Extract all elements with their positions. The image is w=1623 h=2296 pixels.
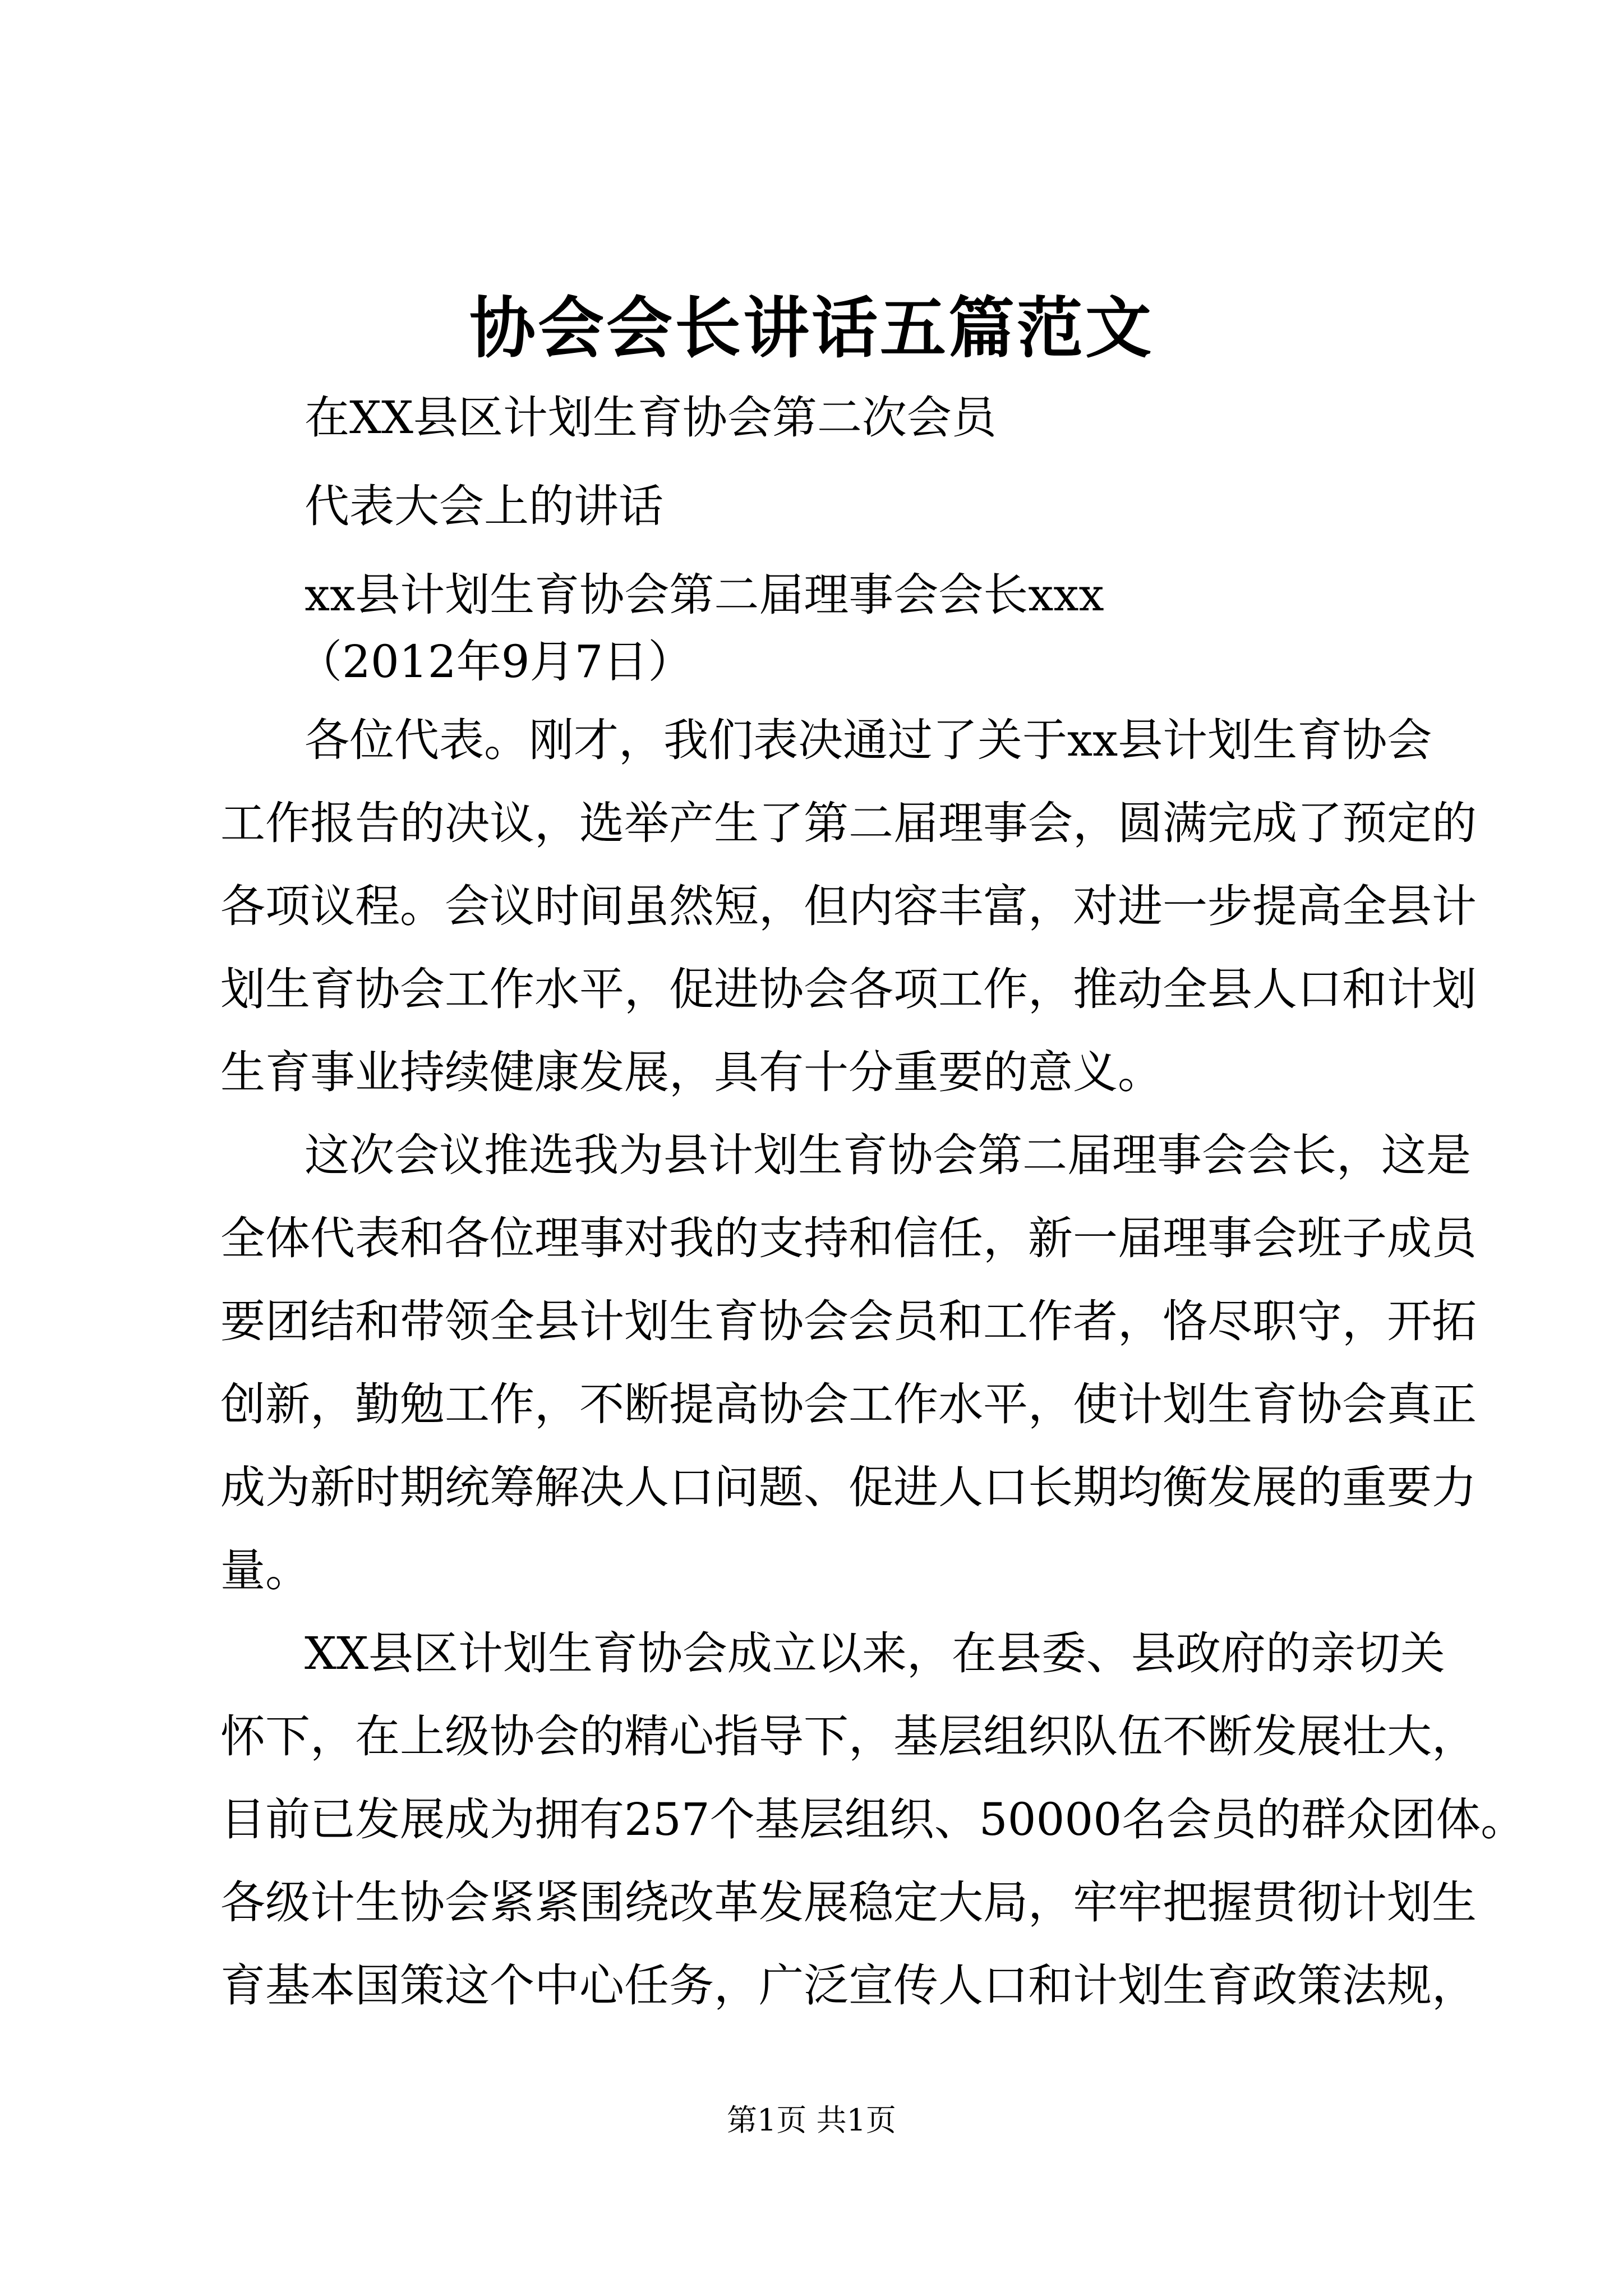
paragraph-line: 这次会议推选我为县计划生育协会第二届理事会会长，这是 (305, 1129, 1471, 1181)
paragraph-line: 全体代表和各位理事对我的支持和信任，新一届理事会班子成员 (220, 1212, 1477, 1264)
page-footer: 第1页 共1页 (727, 2102, 896, 2138)
paragraph-line: 工作报告的决议，选举产生了第二届理事会，圆满完成了预定的 (220, 797, 1477, 849)
paragraph-line: 生育事业持续健康发展，具有十分重要的意义。 (220, 1046, 1163, 1098)
paragraph-line: 怀下，在上级协会的精心指导下，基层组织队伍不断发展壮大， (220, 1710, 1477, 1763)
paragraph-line: 要团结和带领全县计划生育协会会员和工作者，恪尽职守，开拓 (220, 1295, 1477, 1347)
paragraph-line: 成为新时期统筹解决人口问题、促进人口长期均衡发展的重要力 (220, 1461, 1477, 1513)
paragraph-line: 创新，勤勉工作，不断提高协会工作水平，使计划生育协会真正 (220, 1378, 1477, 1430)
paragraph-line: 各位代表。刚才，我们表决通过了关于xx县计划生育协会 (305, 714, 1432, 766)
date-line: （2012年9月7日） (297, 636, 693, 688)
paragraph-line: 量。 (220, 1544, 310, 1596)
paragraph-line: XX县区计划生育协会成立以来，在县委、县政府的亲切关 (305, 1627, 1445, 1680)
header-line: 在XX县区计划生育协会第二次会员 (305, 392, 997, 444)
paragraph-line: 育基本国策这个中心任务，广泛宣传人口和计划生育政策法规， (220, 1959, 1477, 2012)
paragraph-line: 各级计生协会紧紧围绕改革发展稳定大局，牢牢把握贯彻计划生 (220, 1876, 1477, 1929)
document-title: 协会会长讲话五篇范文 (469, 289, 1154, 367)
paragraph-line: 划生育协会工作水平，促进协会各项工作，推动全县人口和计划 (220, 963, 1477, 1015)
paragraph-line: 目前已发展成为拥有257个基层组织、50000名会员的群众团体。 (220, 1793, 1526, 1846)
header-line: xx县计划生育协会第二届理事会会长xxx (305, 569, 1104, 621)
paragraph-line: 各项议程。会议时间虽然短，但内容丰富，对进一步提高全县计 (220, 880, 1477, 932)
header-line: 代表大会上的讲话 (305, 480, 663, 532)
